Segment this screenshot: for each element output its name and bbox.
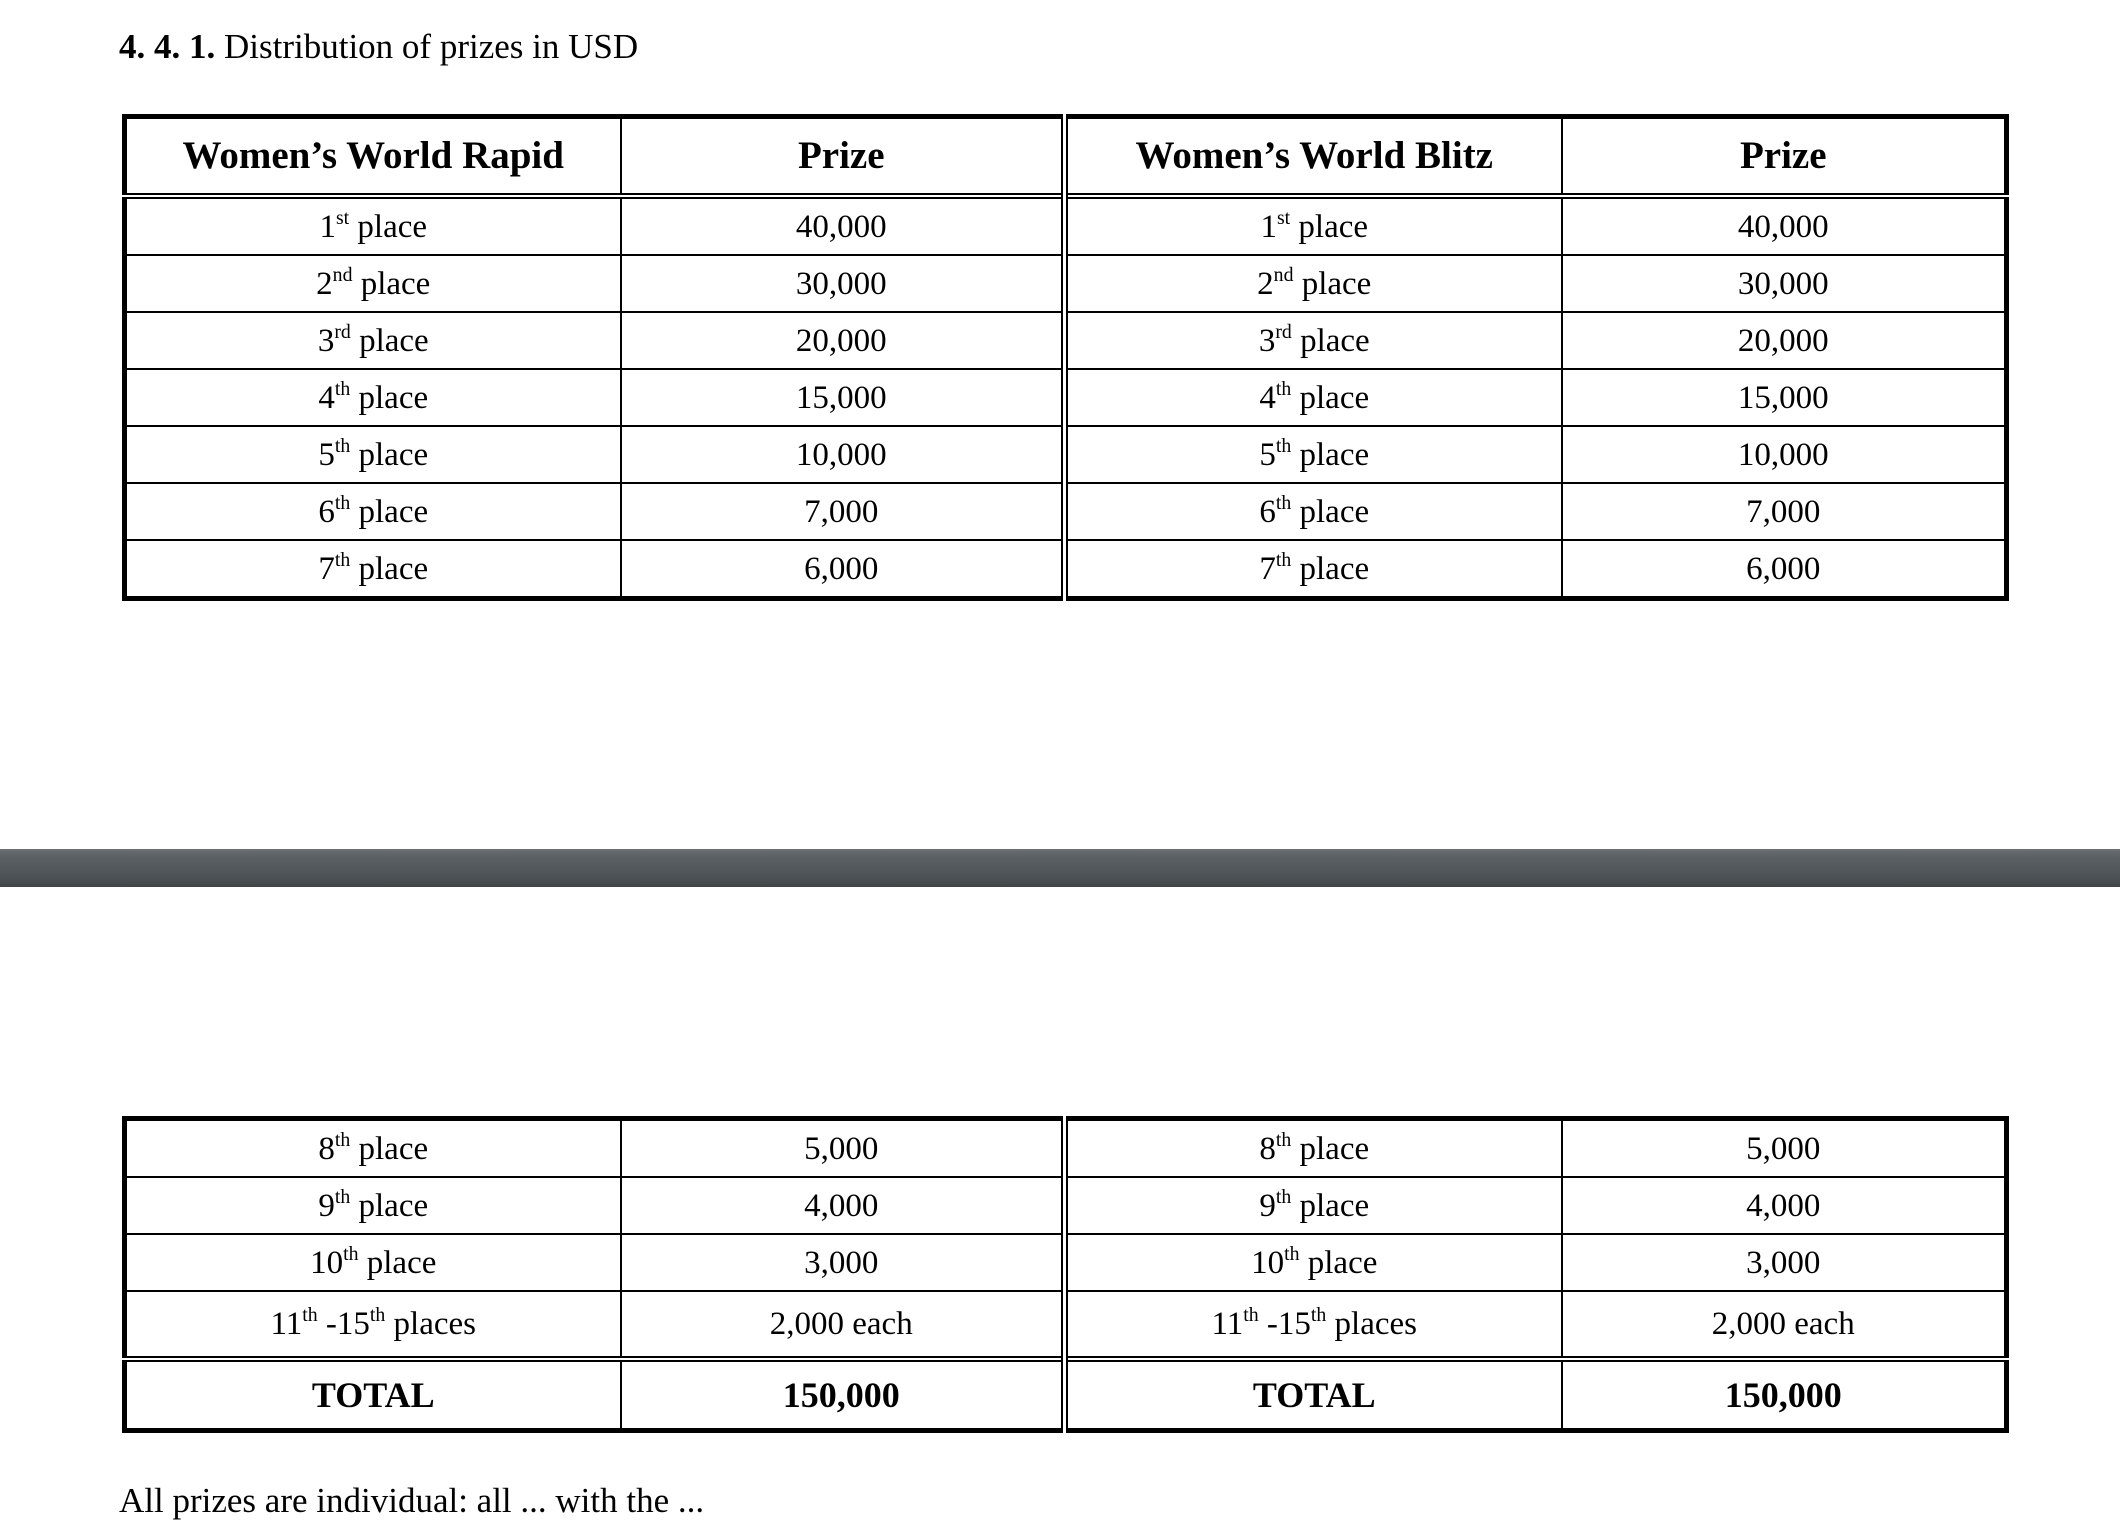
section-number: 4. 4. 1. (119, 27, 216, 66)
rapid-place-range: 11th -15th places (125, 1291, 621, 1359)
rapid-prize-range: 2,000 each (621, 1291, 1065, 1359)
blitz-place: 1st place (1065, 196, 1562, 255)
table-header-row (125, 117, 2007, 197)
table-row (125, 196, 2007, 255)
section-title: Distribution of prizes in USD (224, 27, 639, 66)
blitz-place: 5th place (1065, 426, 1562, 483)
blitz-prize: 6,000 (1562, 540, 2007, 599)
blitz-place: 9th place (1065, 1177, 1562, 1234)
table-row (125, 255, 2007, 312)
blitz-prize: 7,000 (1562, 483, 2007, 540)
section-heading (119, 24, 638, 70)
rapid-prize: 3,000 (621, 1234, 1065, 1291)
document-page-2 (0, 887, 2120, 1520)
blitz-prize: 20,000 (1562, 312, 2007, 369)
blitz-place: 10th place (1065, 1234, 1562, 1291)
table-row (125, 540, 2007, 599)
rapid-place: 7th place (125, 540, 621, 599)
rapid-place: 1st place (125, 196, 621, 255)
rapid-place: 5th place (125, 426, 621, 483)
blitz-place: 3rd place (1065, 312, 1562, 369)
blitz-prize: 30,000 (1562, 255, 2007, 312)
blitz-total-label: TOTAL (1065, 1359, 1562, 1431)
rapid-prize: 7,000 (621, 483, 1065, 540)
rapid-prize: 40,000 (621, 196, 1065, 255)
rapid-prize: 6,000 (621, 540, 1065, 599)
rapid-place: 6th place (125, 483, 621, 540)
rapid-place: 10th place (125, 1234, 621, 1291)
rapid-prize: 30,000 (621, 255, 1065, 312)
blitz-prize: 15,000 (1562, 369, 2007, 426)
blitz-place: 7th place (1065, 540, 1562, 599)
blitz-prize: 10,000 (1562, 426, 2007, 483)
blitz-prize: 4,000 (1562, 1177, 2007, 1234)
blitz-prize: 40,000 (1562, 196, 2007, 255)
blitz-place: 8th place (1065, 1119, 1562, 1178)
blitz-place-range: 11th -15th places (1065, 1291, 1562, 1359)
rapid-place: 8th place (125, 1119, 621, 1178)
blitz-prize: 3,000 (1562, 1234, 2007, 1291)
table-row-range (125, 1291, 2007, 1359)
table-row (125, 426, 2007, 483)
header-rapid-prize: Prize (621, 117, 1065, 197)
rapid-place: 9th place (125, 1177, 621, 1234)
rapid-total-value: 150,000 (621, 1359, 1065, 1431)
blitz-total-value: 150,000 (1562, 1359, 2007, 1431)
table-row (125, 312, 2007, 369)
header-blitz: Women’s World Blitz (1065, 117, 1562, 197)
blitz-place: 2nd place (1065, 255, 1562, 312)
table-row (125, 1234, 2007, 1291)
rapid-prize: 10,000 (621, 426, 1065, 483)
rapid-place: 2nd place (125, 255, 621, 312)
table-row (125, 369, 2007, 426)
blitz-place: 4th place (1065, 369, 1562, 426)
rapid-place: 3rd place (125, 312, 621, 369)
table-row (125, 1119, 2007, 1178)
table-row (125, 483, 2007, 540)
rapid-prize: 20,000 (621, 312, 1065, 369)
blitz-prize: 5,000 (1562, 1119, 2007, 1178)
prize-table-top (122, 114, 2009, 601)
header-blitz-prize: Prize (1562, 117, 2007, 197)
page-separator (0, 849, 2120, 887)
rapid-place: 4th place (125, 369, 621, 426)
prize-table-bottom (122, 1116, 2009, 1433)
rapid-prize: 5,000 (621, 1119, 1065, 1178)
rapid-total-label: TOTAL (125, 1359, 621, 1431)
blitz-prize-range: 2,000 each (1562, 1291, 2007, 1359)
table-total-row (125, 1359, 2007, 1431)
header-rapid: Women’s World Rapid (125, 117, 621, 197)
blitz-place: 6th place (1065, 483, 1562, 540)
table-row (125, 1177, 2007, 1234)
rapid-prize: 4,000 (621, 1177, 1065, 1234)
rapid-prize: 15,000 (621, 369, 1065, 426)
footer-text-cutoff: All prizes are individual: all ... with the ... (119, 1481, 705, 1520)
